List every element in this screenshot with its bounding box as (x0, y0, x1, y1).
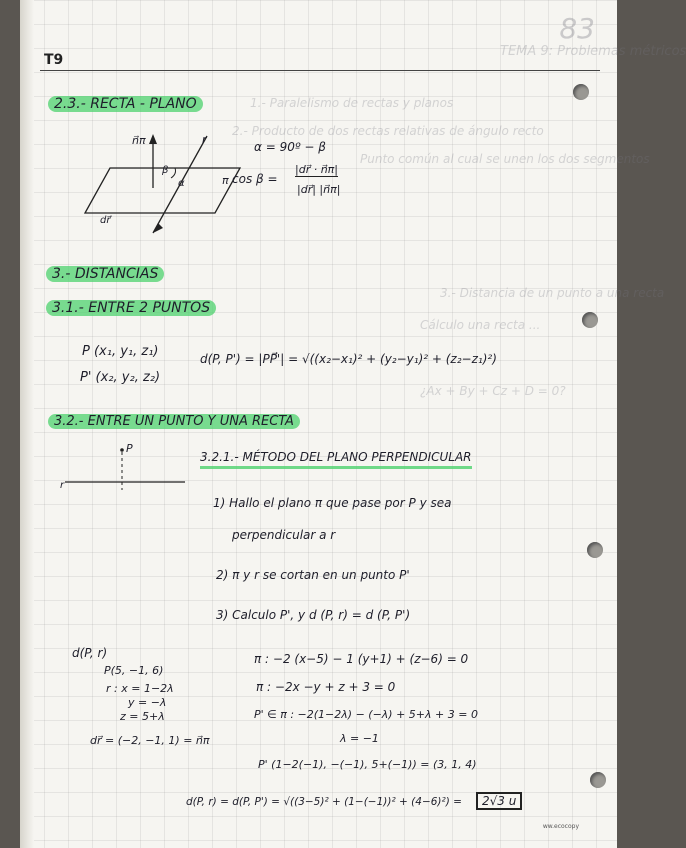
step-1-cont: perpendicular a r (232, 528, 336, 542)
ghost-line: ¿Ax + By + Cz + D = 0? (420, 384, 566, 398)
ghost-line: 2.- Producto de dos rectas relativas de ángulo recto (232, 124, 544, 138)
section-title: 3.1.- ENTRE 2 PUNTOS (46, 300, 216, 316)
plane-label: π (222, 174, 229, 187)
topic-label: T9 (44, 52, 64, 68)
cos-formula-denominator: |dr⃗| |n⃗π| (297, 183, 341, 196)
binder-hole (582, 312, 598, 328)
notebook-page (20, 0, 686, 848)
cos-formula-lhs: cos β = (232, 172, 278, 186)
ghost-line: 1.- Paralelismo de rectas y planos (250, 96, 454, 110)
section-title: 3.2.- ENTRE UN PUNTO Y UNA RECTA (48, 414, 300, 429)
point-p: P (x₁, y₁, z₁) (82, 344, 159, 359)
point-p-prime: P' (x₂, y₂, z₂) (80, 370, 161, 385)
header-rule (40, 70, 600, 71)
line-label: r (60, 480, 65, 491)
example-line-z: z = 5+λ (120, 710, 165, 723)
solution-line-2: π : −2x −y + z + 3 = 0 (256, 680, 396, 694)
normal-vector-label: n⃗π (132, 134, 146, 147)
example-direction: dr⃗ = (−2, −1, 1) = n⃗π (90, 734, 210, 747)
example-line-x: r : x = 1−2λ (106, 682, 174, 695)
line-label: r (202, 133, 207, 146)
step-2: 2) π y r se cortan en un punto P' (216, 568, 410, 582)
binder-hole (587, 542, 603, 558)
binder-hole (590, 772, 606, 788)
ghost-title: TEMA 9: Problemas métricos (500, 44, 686, 59)
direction-vector-label: dr⃗ (100, 215, 111, 226)
angle-formula: α = 90º − β (254, 140, 326, 154)
distance-formula: d(P, P') = |PP⃗'| = √((x₂−x₁)² + (y₂−y₁)² + (z₂−z₁)²) (200, 352, 497, 366)
example-point: P(5, −1, 6) (104, 664, 164, 677)
solution-line-5: P' (1−2(−1), −(−1), 5+(−1)) = (3, 1, 4) (258, 758, 477, 771)
solution-line-4: λ = −1 (340, 732, 379, 745)
ghost-line: Cálculo una recta ... (420, 318, 541, 332)
step-3: 3) Calculo P', y d (P, r) = d (P, P') (216, 608, 411, 622)
method-title: 3.2.1.- MÉTODO DEL PLANO PERPENDICULAR (200, 450, 472, 469)
cos-formula-numerator: |dr⃗ · n⃗π| (295, 163, 339, 176)
section-title: 2.3.- RECTA - PLANO (48, 96, 203, 112)
section-title: 3.- DISTANCIAS (46, 266, 164, 282)
solution-line-6: d(P, r) = d(P, P') = √((3−5)² + (1−(−1))² + (4−6)²) = (186, 796, 462, 808)
example-title: d(P, r) (72, 646, 108, 660)
example-line-y: y = −λ (128, 696, 167, 709)
point-line-diagram (60, 440, 190, 500)
stamp: ww.ecocopy (542, 823, 579, 830)
result-box: 2√3 u (476, 792, 522, 810)
page-number: 83 (559, 12, 595, 45)
ghost-line: Punto común al cual se unen los dos segmentos (360, 152, 650, 166)
beta-label: β (162, 165, 169, 176)
point-label: P (126, 442, 133, 455)
binder-hole (573, 84, 589, 100)
step-1: 1) Hallo el plano π que pase por P y sea (213, 496, 452, 510)
ghost-line: 3.- Distancia de un punto a una recta (440, 286, 665, 300)
alpha-label: α (178, 178, 185, 189)
solution-line-1: π : −2 (x−5) − 1 (y+1) + (z−6) = 0 (254, 652, 469, 666)
solution-line-3: P' ∈ π : −2(1−2λ) − (−λ) + 5+λ + 3 = 0 (254, 708, 478, 721)
